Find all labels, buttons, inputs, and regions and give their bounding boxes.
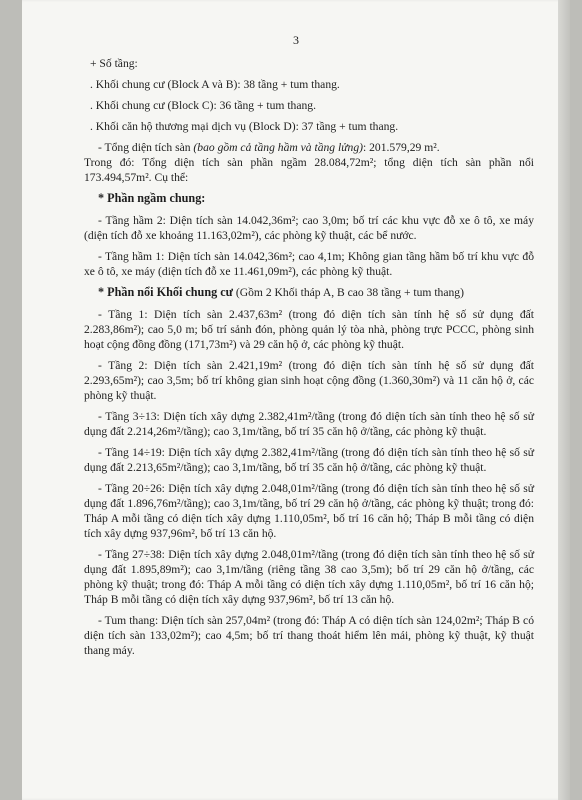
floor-item: - Tầng 14÷19: Diện tích xây dựng 2.382,41m²/tầng (trong đó diện tích sàn tính theo hệ số sử dụng đất 2.213,65m²/tầng); cao 3,1m/tầng, bố trí 35 căn hộ ở/tầng, các phòng kỹ thuật. [84,446,534,474]
document-body [84,56,534,664]
total-area-line [84,140,534,155]
above-ground-heading [84,285,534,300]
underground-heading: * Phần ngầm chung: [98,191,206,205]
floor-item: - Tầng 2: Diện tích sàn 2.421,19m² (trong đó diện tích sàn tính hệ số sử dụng đất 2.293,65m²); cao 3,5m; bố trí không gian sinh hoạt cộng đồng (1.360,30m²) và 11 căn hộ ở, các phòng kỹ thuật. [84,359,534,402]
floor-item: - Tầng 27÷38: Diện tích xây dựng 2.048,01m²/tầng (trong đó diện tích sàn tính theo hệ số sử dụng đất 1.895,89m²); cao 3,1m/tầng (riêng tầng 38 cao 3,5m); bố trí 29 căn hộ ở/tầng, các phòng kỹ thuật; trong đó: Tháp A mỗi tầng có diện tích xây dựng 1.110,05m², bố trí 16 căn hộ; Tháp B mỗi tầng có diện tích xây dựng 937,96m², bố trí 13 căn hộ. [84,548,534,606]
document-page [22,0,570,800]
floor-item: - Tầng 20÷26: Diện tích xây dựng 2.048,01m²/tầng (trong đó diện tích sàn tính theo hệ số sử dụng đất 1.896,76m²/tầng); cao 3,1m/tầng, bố trí 29 căn hộ ở/tầng, các phòng kỹ thuật; trong đó: Tháp A mỗi tầng có diện tích xây dựng 1.110,05m², bố trí 16 căn hộ; Tháp B mỗi tầng có diện tích xây dựng 937,96m², bố trí 13 căn hộ. [84,482,534,540]
total-area-detail: Trong đó: Tổng diện tích sàn phần ngầm 28.084,72m²; tổng diện tích sàn phần nổi 173.494,57m². Cụ thể: [84,156,534,184]
total-area-suffix: : 201.579,29 m². [363,141,440,154]
total-area-prefix: - Tổng diện tích sàn [98,141,194,154]
floors-block-ab: . Khối chung cư (Block A và B): 38 tầng + tum thang. [90,78,340,91]
above-heading-title: * Phần nổi Khối chung cư [98,285,233,299]
floor-item: - Tum thang: Diện tích sàn 257,04m² (trong đó: Tháp A có diện tích sàn 124,02m²; Tháp B có diện tích sàn 133,02m²); cao 4,5m; bố trí thang thoát hiểm lên mái, phòng kỹ thuật, kỹ thuật thang máy. [84,614,534,657]
page-binding-edge [558,0,570,800]
page-number: 3 [293,33,299,47]
floor-item: - Tầng 3÷13: Diện tích xây dựng 2.382,41m²/tầng (trong đó diện tích sàn tính theo hệ số sử dụng đất 2.214,26m²/tầng); cao 3,1m/tầng, bố trí 35 căn hộ ở/tầng, các phòng kỹ thuật. [84,410,534,438]
floor-item: - Tầng 1: Diện tích sàn 2.437,63m² (trong đó diện tích sàn tính hệ số sử dụng đất 2.283,86m²); cao 5,0 m; bố trí sảnh đón, phòng quản lý tòa nhà, phòng trực PCCC, phòng sinh hoạt cộng đồng đồng (171,73m²) và 29 căn hộ ở, các phòng kỹ thuật. [84,308,534,351]
floors-block-c: . Khối chung cư (Block C): 36 tầng + tum thang. [90,99,316,112]
total-area-note: (bao gồm cả tầng hầm và tầng lửng) [193,141,364,154]
basement-1-paragraph: - Tầng hầm 1: Diện tích sàn 14.042,36m²; cao 4,1m; Không gian tầng hầm bố trí khu vực đỗ xe ô tô, xe máy (diện tích đỗ xe 11.461,09m²), các phòng kỹ thuật. [84,250,534,278]
above-heading-note: (Gồm 2 Khối tháp A, B cao 38 tầng + tum thang) [232,286,464,299]
floors-block-d: . Khối căn hộ thương mại dịch vụ (Block D): 37 tầng + tum thang. [90,120,399,133]
floors-heading: + Số tầng: [90,57,138,70]
basement-2-paragraph: - Tầng hầm 2: Diện tích sàn 14.042,36m²; cao 3,0m; bố trí các khu vực đỗ xe ô tô, xe máy (diện tích đỗ xe khoảng 11.163,02m²), các phòng kỹ thuật, các bể nước. [84,214,534,242]
